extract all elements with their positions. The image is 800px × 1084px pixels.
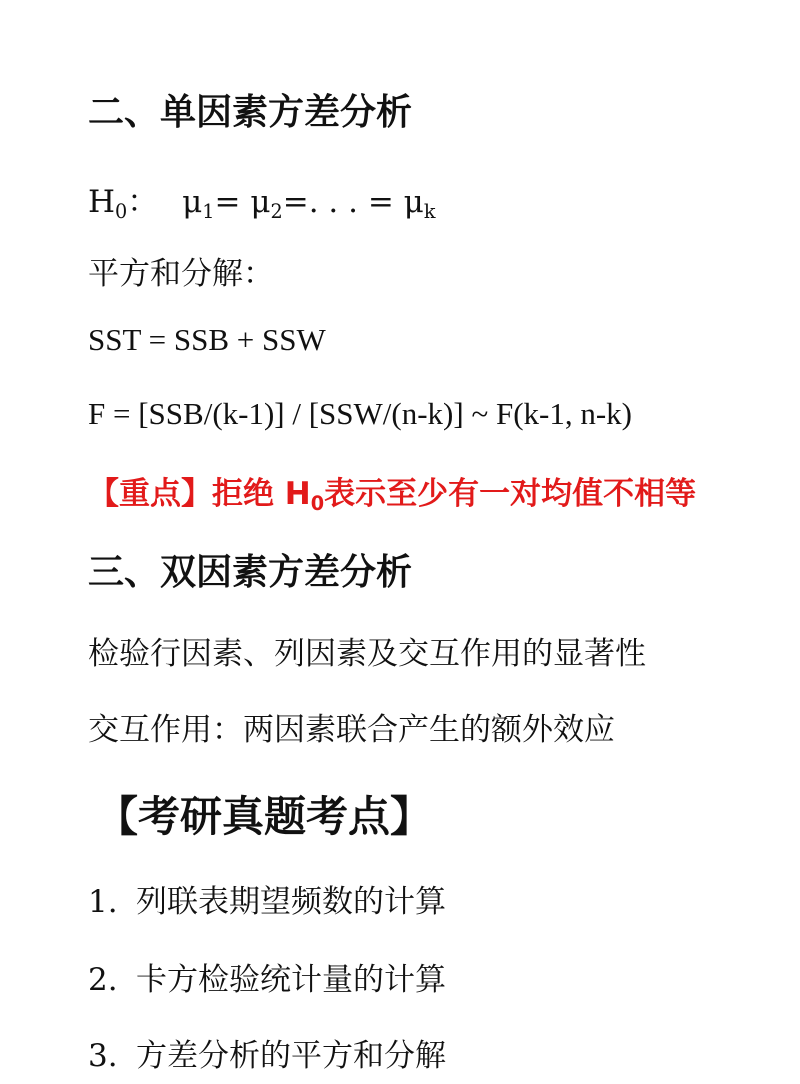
hypothesis-h-sub: 0: [115, 199, 128, 223]
list-number: 1.: [88, 884, 118, 920]
two-way-description: 检验行因素、列因素及交互作用的显著性: [88, 636, 646, 672]
equals-1: =: [214, 184, 251, 220]
section-two-heading: 三、双因素方差分析: [88, 552, 413, 593]
list-text: 卡方检验统计量的计算: [136, 962, 446, 998]
list-text: 列联表期望频数的计算: [136, 884, 446, 920]
mu-2: μ: [250, 184, 271, 220]
decomposition-label: 平方和分解：: [88, 256, 274, 292]
exam-list-item: [88, 1030, 446, 1075]
key-point-prefix: 【重点】拒绝 H: [88, 476, 311, 512]
key-point-suffix: 表示至少有一对均值不相等: [324, 476, 697, 512]
mu-k-sub: k: [423, 199, 436, 223]
mu-1-sub: 1: [202, 199, 215, 223]
key-point: [88, 468, 696, 513]
exam-list-item: [88, 954, 446, 999]
mu-k: μ: [403, 184, 424, 220]
exam-list-item: [88, 876, 446, 921]
key-point-sub: 0: [310, 491, 325, 515]
list-number: 3.: [88, 1038, 118, 1074]
null-hypothesis: [88, 176, 435, 221]
f-statistic-formula: F = [SSB/(k-1)] / [SSW/(n-k)] ~ F(k-1, n-k): [88, 396, 632, 431]
equals-2: =. . . =: [282, 184, 404, 220]
mu-1: μ: [182, 184, 203, 220]
list-text: 方差分析的平方和分解: [136, 1038, 446, 1074]
list-number: 2.: [88, 962, 118, 998]
mu-2-sub: 2: [270, 199, 283, 223]
interaction-definition: 交互作用：两因素联合产生的额外效应: [88, 712, 615, 748]
hypothesis-colon: ：: [127, 184, 159, 220]
exam-points-heading: 【考研真题考点】: [96, 792, 433, 841]
section-one-heading: 二、单因素方差分析: [88, 92, 413, 133]
hypothesis-h: H: [88, 184, 116, 220]
sst-formula: SST = SSB + SSW: [88, 322, 326, 357]
